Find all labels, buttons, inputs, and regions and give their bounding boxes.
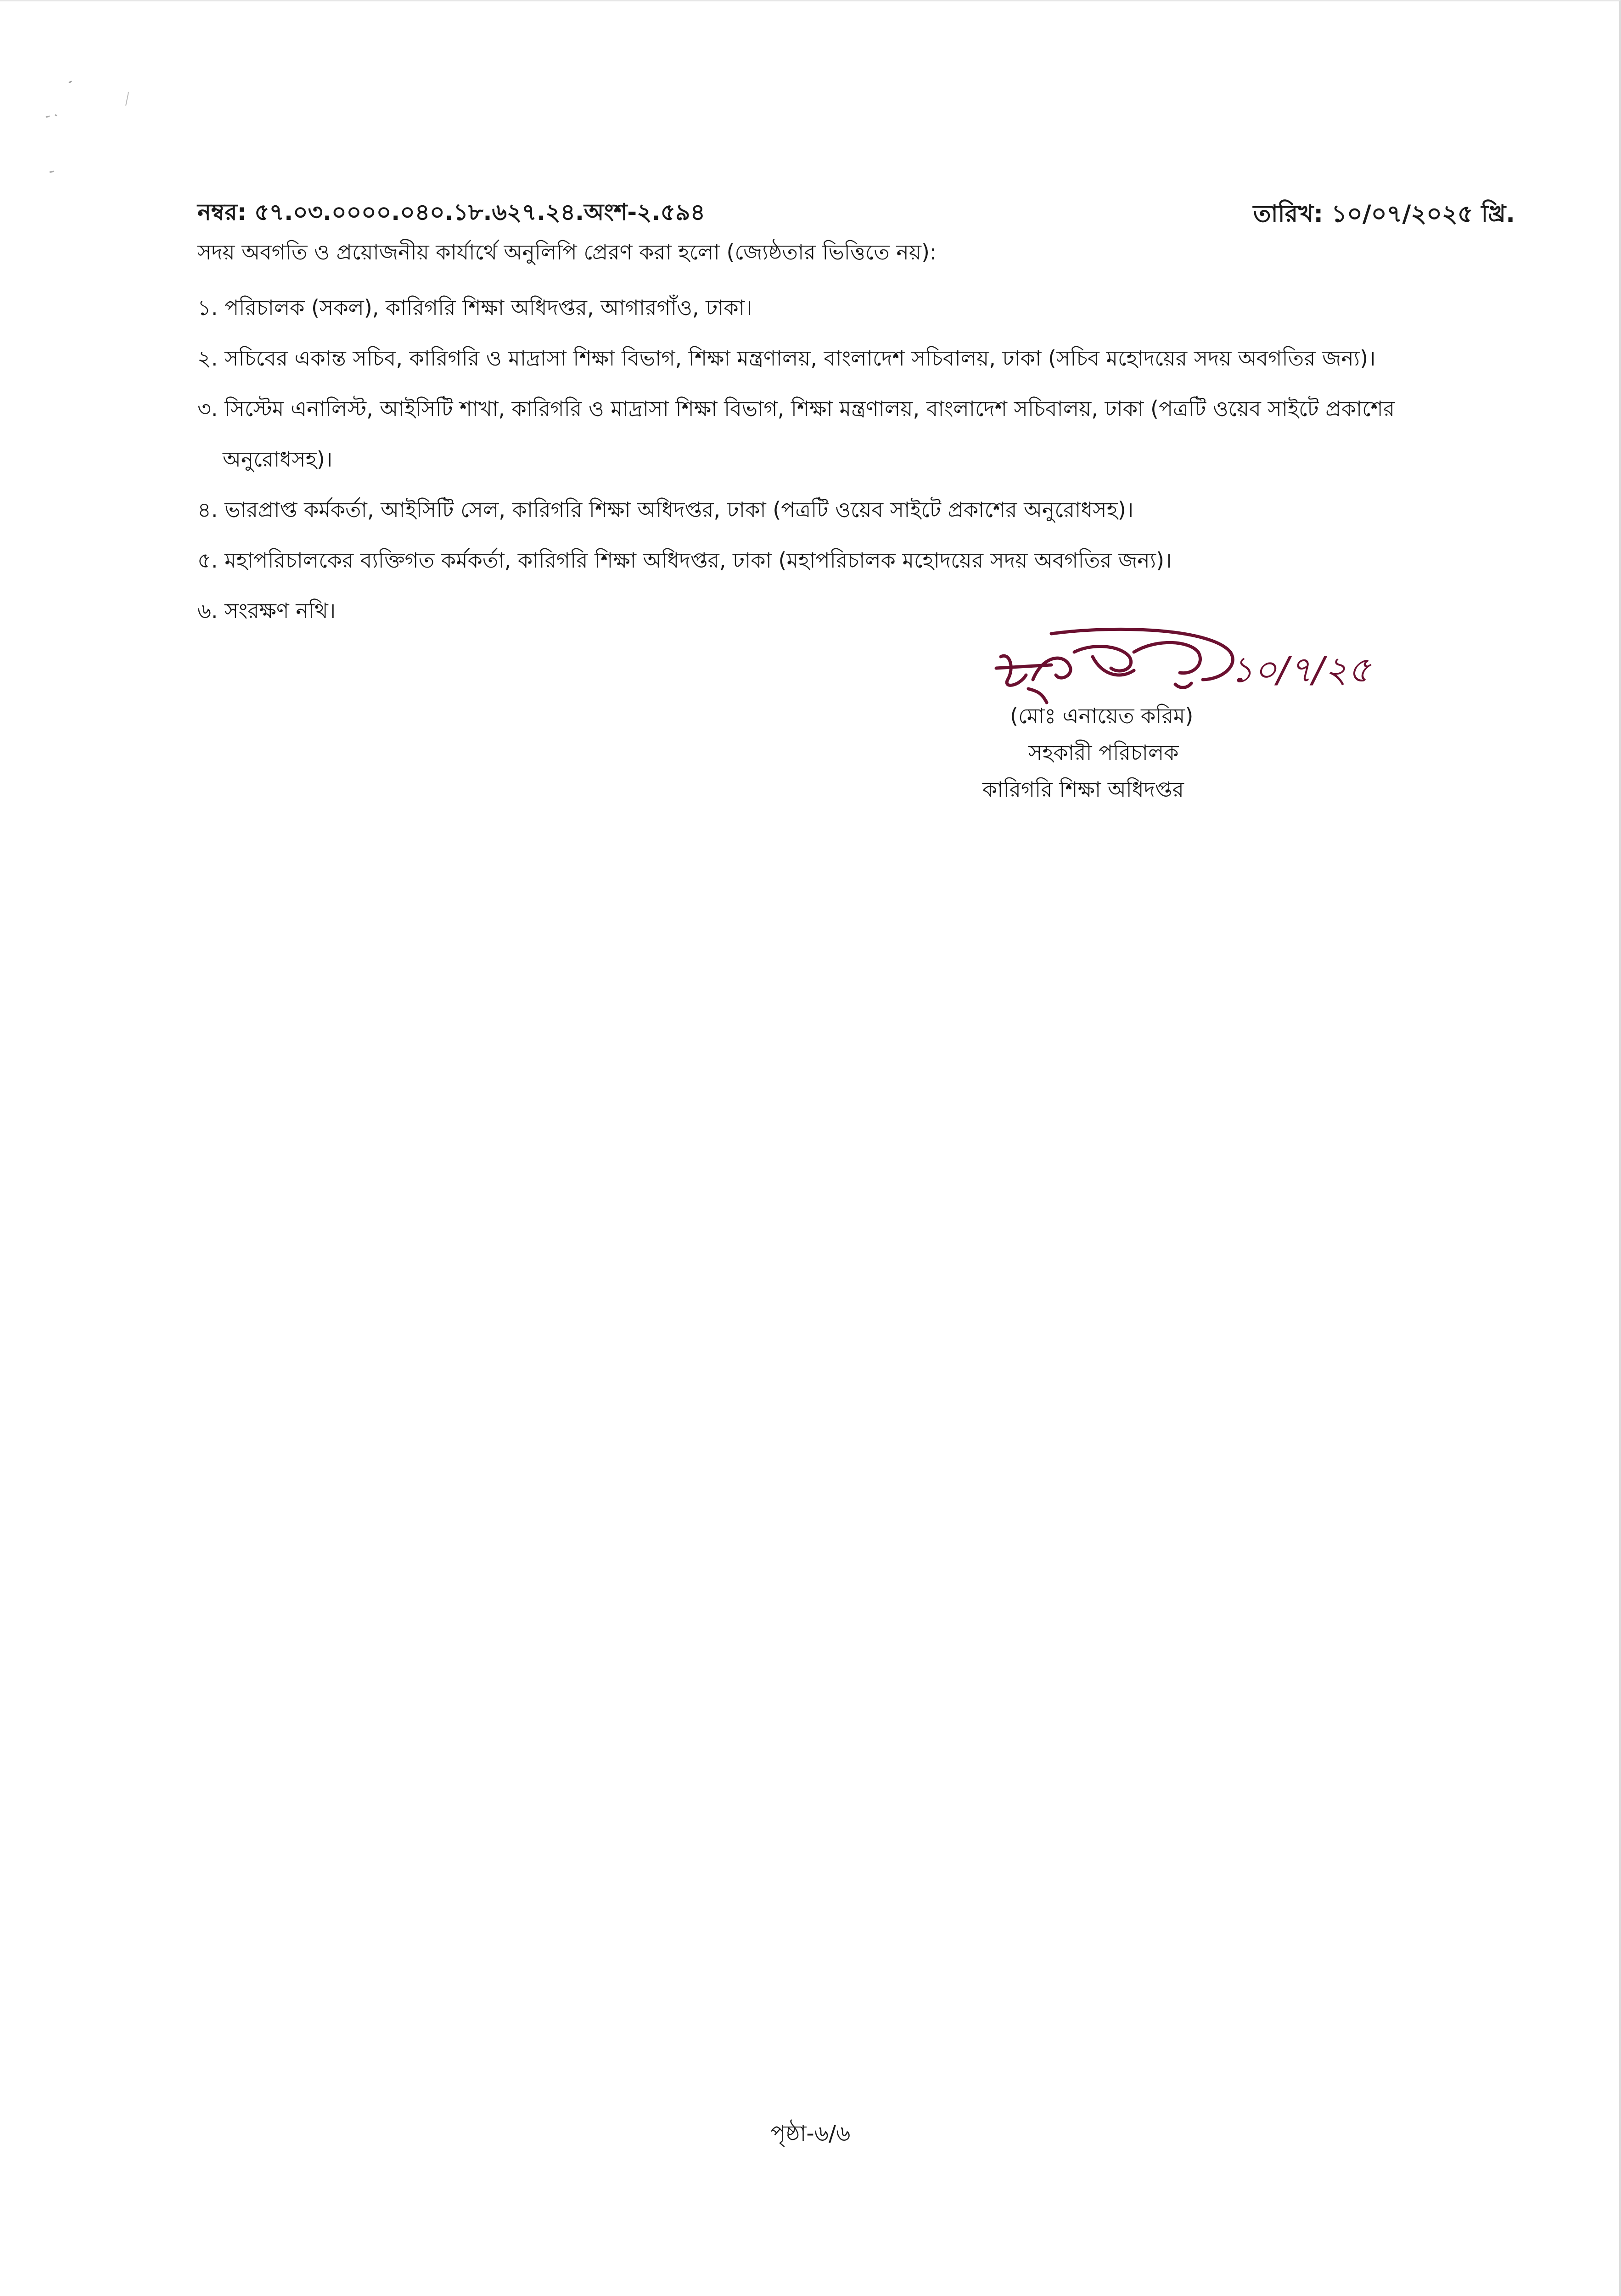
signature-date: ১০/৭/২৫ xyxy=(1230,649,1371,691)
memo-date: তারিখ: ১০/০৭/২০২৫ খ্রি. xyxy=(1253,200,1515,228)
recipient-text: ২. সচিবের একান্ত সচিব, কারিগরি ও মাদ্রাসা শিক্ষা বিভাগ, শিক্ষা মন্ত্রণালয়, বাংলাদেশ সচিবালয়, ঢাকা (সচিব মহোদয়ের সদয় অবগতির জন্য)। xyxy=(197,346,1376,371)
signature-block xyxy=(982,625,1396,808)
recipient-item-1 xyxy=(197,282,1529,333)
recipient-text: ৬. সংরক্ষণ নথি। xyxy=(197,598,336,623)
signer-title: সহকারী পরিচালক xyxy=(1028,740,1179,765)
page-number: পৃষ্ঠা-৬/৬ xyxy=(770,2121,851,2146)
scan-marks xyxy=(41,73,161,193)
recipient-text: ৪. ভারপ্রাপ্ত কর্মকর্তা, আইসিটি সেল, কারিগরি শিক্ষা অধিদপ্তর, ঢাকা (পত্রটি ওয়েব সাইটে প্রকাশের অনুরোধসহ)। xyxy=(197,497,1134,522)
recipient-item-2 xyxy=(197,333,1529,383)
distribution-intro: সদয় অবগতি ও প্রয়োজনীয় কার্যার্থে অনুলিপি প্রেরণ করা হলো (জ্যেষ্ঠতার ভিত্তিতে নয়): xyxy=(197,240,937,264)
signer-office: কারিগরি শিক্ষা অধিদপ্তর xyxy=(982,777,1184,802)
memo-number: নম্বর: ৫৭.০৩.০০০০.০৪০.১৮.৬২৭.২৪.অংশ-২.৫৯৪ xyxy=(197,199,706,225)
recipient-list xyxy=(197,282,1529,636)
recipient-item-3 xyxy=(197,383,1529,484)
recipient-text: ৩. সিস্টেম এনালিস্ট, আইসিটি শাখা, কারিগরি ও মাদ্রাসা শিক্ষা বিভাগ, শিক্ষা মন্ত্রণালয়, বাংলাদেশ সচিবালয়, ঢাকা (পত্রটি ওয়েব সাইটে প্রকাশের xyxy=(197,396,1395,421)
signer-name: (মোঃ এনায়েত করিম) xyxy=(1010,703,1194,728)
recipient-item-5 xyxy=(197,535,1529,585)
recipient-text: ৫. মহাপরিচালকের ব্যক্তিগত কর্মকর্তা, কারিগরি শিক্ষা অধিদপ্তর, ঢাকা (মহাপরিচালক মহোদয়ের সদয় অবগতির জন্য)। xyxy=(197,548,1172,573)
recipient-text: ১. পরিচালক (সকল), কারিগরি শিক্ষা অধিদপ্তর, আগারগাঁও, ঢাকা। xyxy=(197,295,752,320)
recipient-item-4 xyxy=(197,484,1529,535)
recipient-text-continuation: অনুরোধসহ)। xyxy=(223,447,333,472)
memo-header xyxy=(197,195,1515,232)
